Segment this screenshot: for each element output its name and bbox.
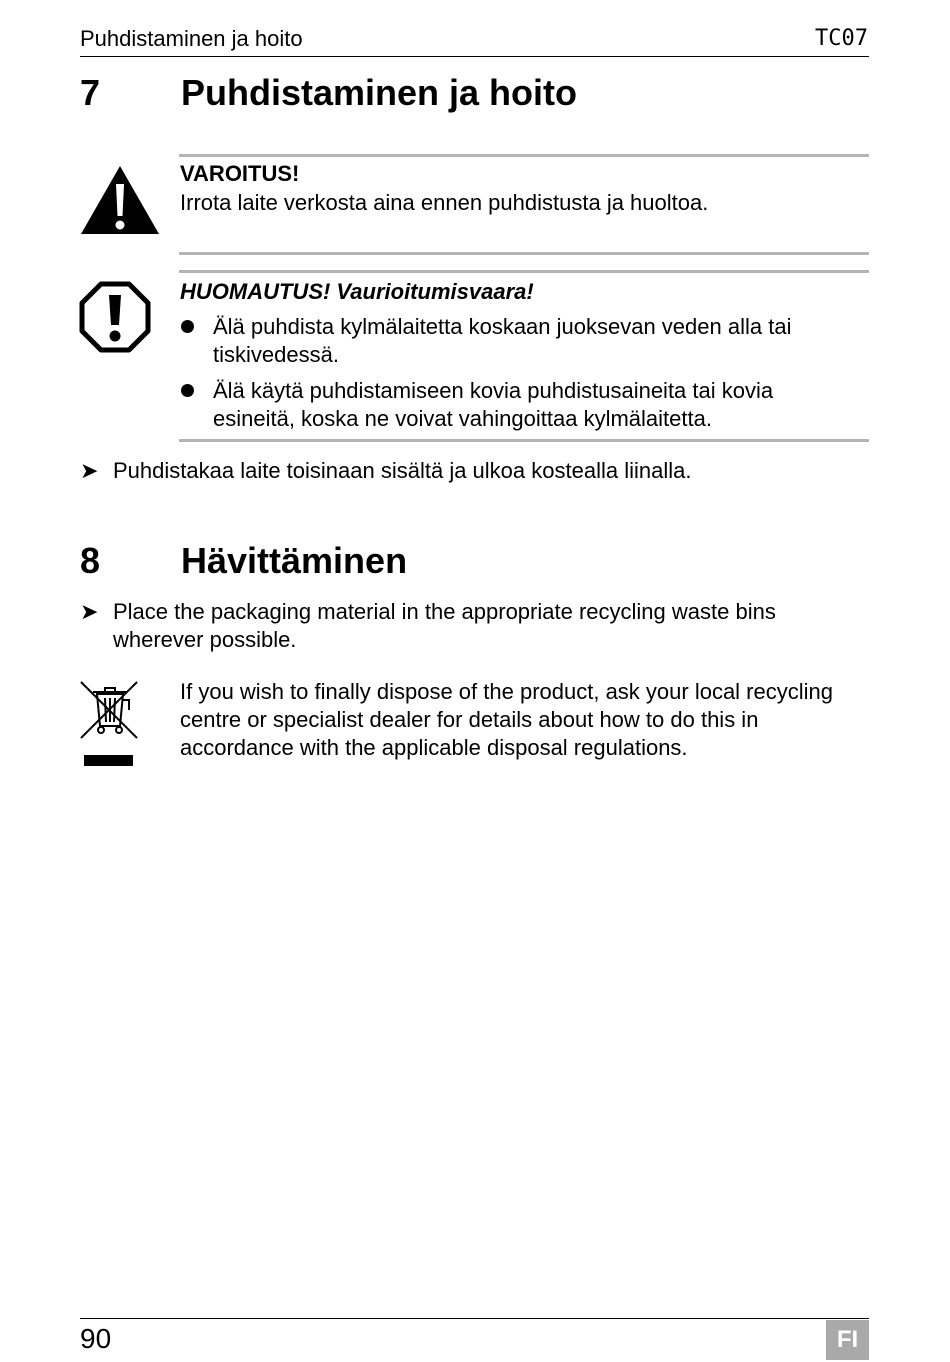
arrow-icon: ➤ — [80, 458, 99, 483]
cleaning-instruction: Puhdistakaa laite toisinaan sisältä ja ulkoa kostealla liinalla. — [113, 458, 692, 483]
section-7-title: Puhdistaminen ja hoito — [181, 72, 578, 113]
notice-item-1-line-1: Älä puhdista kylmälaitetta koskaan juoksevan veden alla tai — [213, 314, 792, 339]
notice-item-2-line-2: esineitä, koska ne voivat vahingoittaa kylmälaitetta. — [213, 406, 712, 431]
language-badge: FI — [826, 1320, 869, 1360]
warning-triangle-icon — [79, 164, 161, 236]
warning-label: VAROITUS! — [180, 161, 300, 186]
warning-bottom-rule — [179, 252, 869, 255]
running-header-title: Puhdistaminen ja hoito — [80, 26, 303, 51]
section-8-number: 8 — [80, 540, 101, 581]
warning-text: Irrota laite verkosta aina ennen puhdistusta ja huoltoa. — [180, 190, 709, 215]
arrow-icon: ➤ — [80, 599, 99, 624]
notice-label: HUOMAUTUS! Vaurioitumisvaara! — [180, 279, 534, 304]
packaging-instruction-line-2: wherever possible. — [113, 627, 297, 652]
section-7-number: 7 — [80, 72, 101, 113]
section-8-title: Hävittäminen — [181, 540, 408, 581]
disposal-text-line-1: If you wish to finally dispose of the product, ask your local recycling — [180, 679, 833, 704]
notice-bottom-rule — [179, 439, 869, 442]
header-divider — [80, 56, 869, 57]
page-number: 90 — [80, 1323, 112, 1354]
footer-divider — [80, 1318, 869, 1319]
warning-top-rule — [179, 154, 869, 157]
disposal-text-line-2: centre or specialist dealer for details about how to do this in — [180, 707, 759, 732]
bullet-dot — [181, 384, 194, 397]
model-code: TC07 — [815, 26, 868, 51]
bullet-dot — [181, 320, 194, 333]
notice-item-2-line-1: Älä käytä puhdistamiseen kovia puhdistusaineita tai kovia — [213, 378, 774, 403]
notice-item-1-line-2: tiskivedessä. — [213, 342, 339, 367]
packaging-instruction-line-1: Place the packaging material in the appropriate recycling waste bins — [113, 599, 776, 624]
disposal-text-line-3: accordance with the applicable disposal regulations. — [180, 735, 688, 760]
notice-octagon-icon — [79, 281, 151, 353]
crossed-out-bin-icon — [79, 680, 141, 770]
notice-top-rule — [179, 270, 869, 273]
